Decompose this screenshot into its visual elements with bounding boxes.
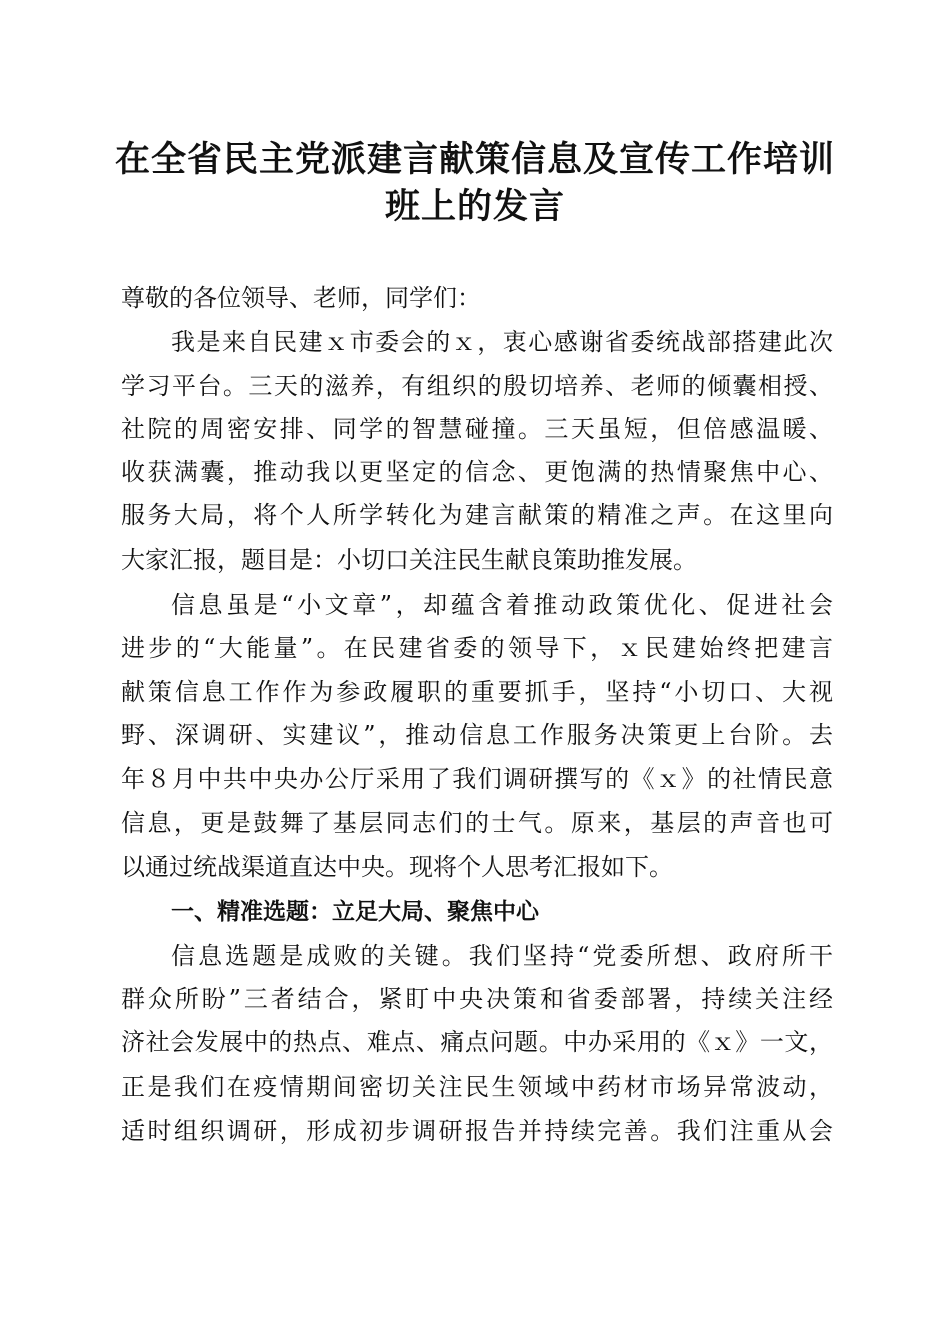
paragraph-1-line: 大家汇报，题目是：小切口关注民生献良策助推发展。 [121, 546, 697, 574]
paragraph-2-line: 献策信息工作作为参政履职的重要抓手，坚持“小切口、大视 [121, 678, 833, 706]
paragraph-2-line: 以通过统战渠道直达中央。现将个人思考汇报如下。 [121, 853, 673, 881]
paragraph-3-line: 济社会发展中的热点、难点、痛点问题。中办采用的《ｘ》一文， [121, 1028, 833, 1056]
paragraph-1-line: 社院的周密安排、同学的智慧碰撞。三天虽短，但倍感温暖、 [121, 415, 833, 443]
paragraph-3-line: 正是我们在疫情期间密切关注民生领域中药材市场异常波动， [121, 1073, 833, 1101]
paragraph-3-line: 适时组织调研，形成初步调研报告并持续完善。我们注重从会 [121, 1117, 833, 1145]
paragraph-1-line: 学习平台。三天的滋养，有组织的殷切培养、老师的倾囊相授、 [121, 372, 833, 400]
paragraph-2-line: 进步的“大能量”。在民建省委的领导下，ｘ民建始终把建言 [121, 634, 833, 662]
section-heading: 一、精准选题：立足大局、聚焦中心 [171, 899, 539, 925]
paragraph-2-line: 年８月中共中央办公厅采用了我们调研撰写的《ｘ》的社情民意 [121, 765, 833, 793]
salutation: 尊敬的各位领导、老师，同学们： [121, 284, 481, 312]
paragraph-3-line: 信息选题是成败的关键。我们坚持“党委所想、政府所干 [171, 942, 833, 970]
paragraph-3-line: 群众所盼”三者结合，紧盯中央决策和省委部署，持续关注经 [121, 985, 833, 1013]
paragraph-1-line: 我是来自民建ｘ市委会的ｘ，衷心感谢省委统战部搭建此次 [171, 328, 833, 356]
paragraph-1-line: 收获满囊，推动我以更坚定的信念、更饱满的热情聚焦中心、 [121, 458, 833, 486]
paragraph-2-line: 信息，更是鼓舞了基层同志们的士气。原来，基层的声音也可 [121, 809, 833, 837]
paragraph-2-line: 信息虽是“小文章”，却蕴含着推动政策优化、促进社会 [171, 591, 833, 619]
document-title-line-1: 在全省民主党派建言献策信息及宣传工作培训 [114, 139, 835, 180]
paragraph-2-line: 野、深调研、实建议”，推动信息工作服务决策更上台阶。去 [121, 721, 833, 749]
document-title-line-2: 班上的发言 [384, 186, 565, 227]
paragraph-1-line: 服务大局，将个人所学转化为建言献策的精准之声。在这里向 [121, 501, 833, 529]
